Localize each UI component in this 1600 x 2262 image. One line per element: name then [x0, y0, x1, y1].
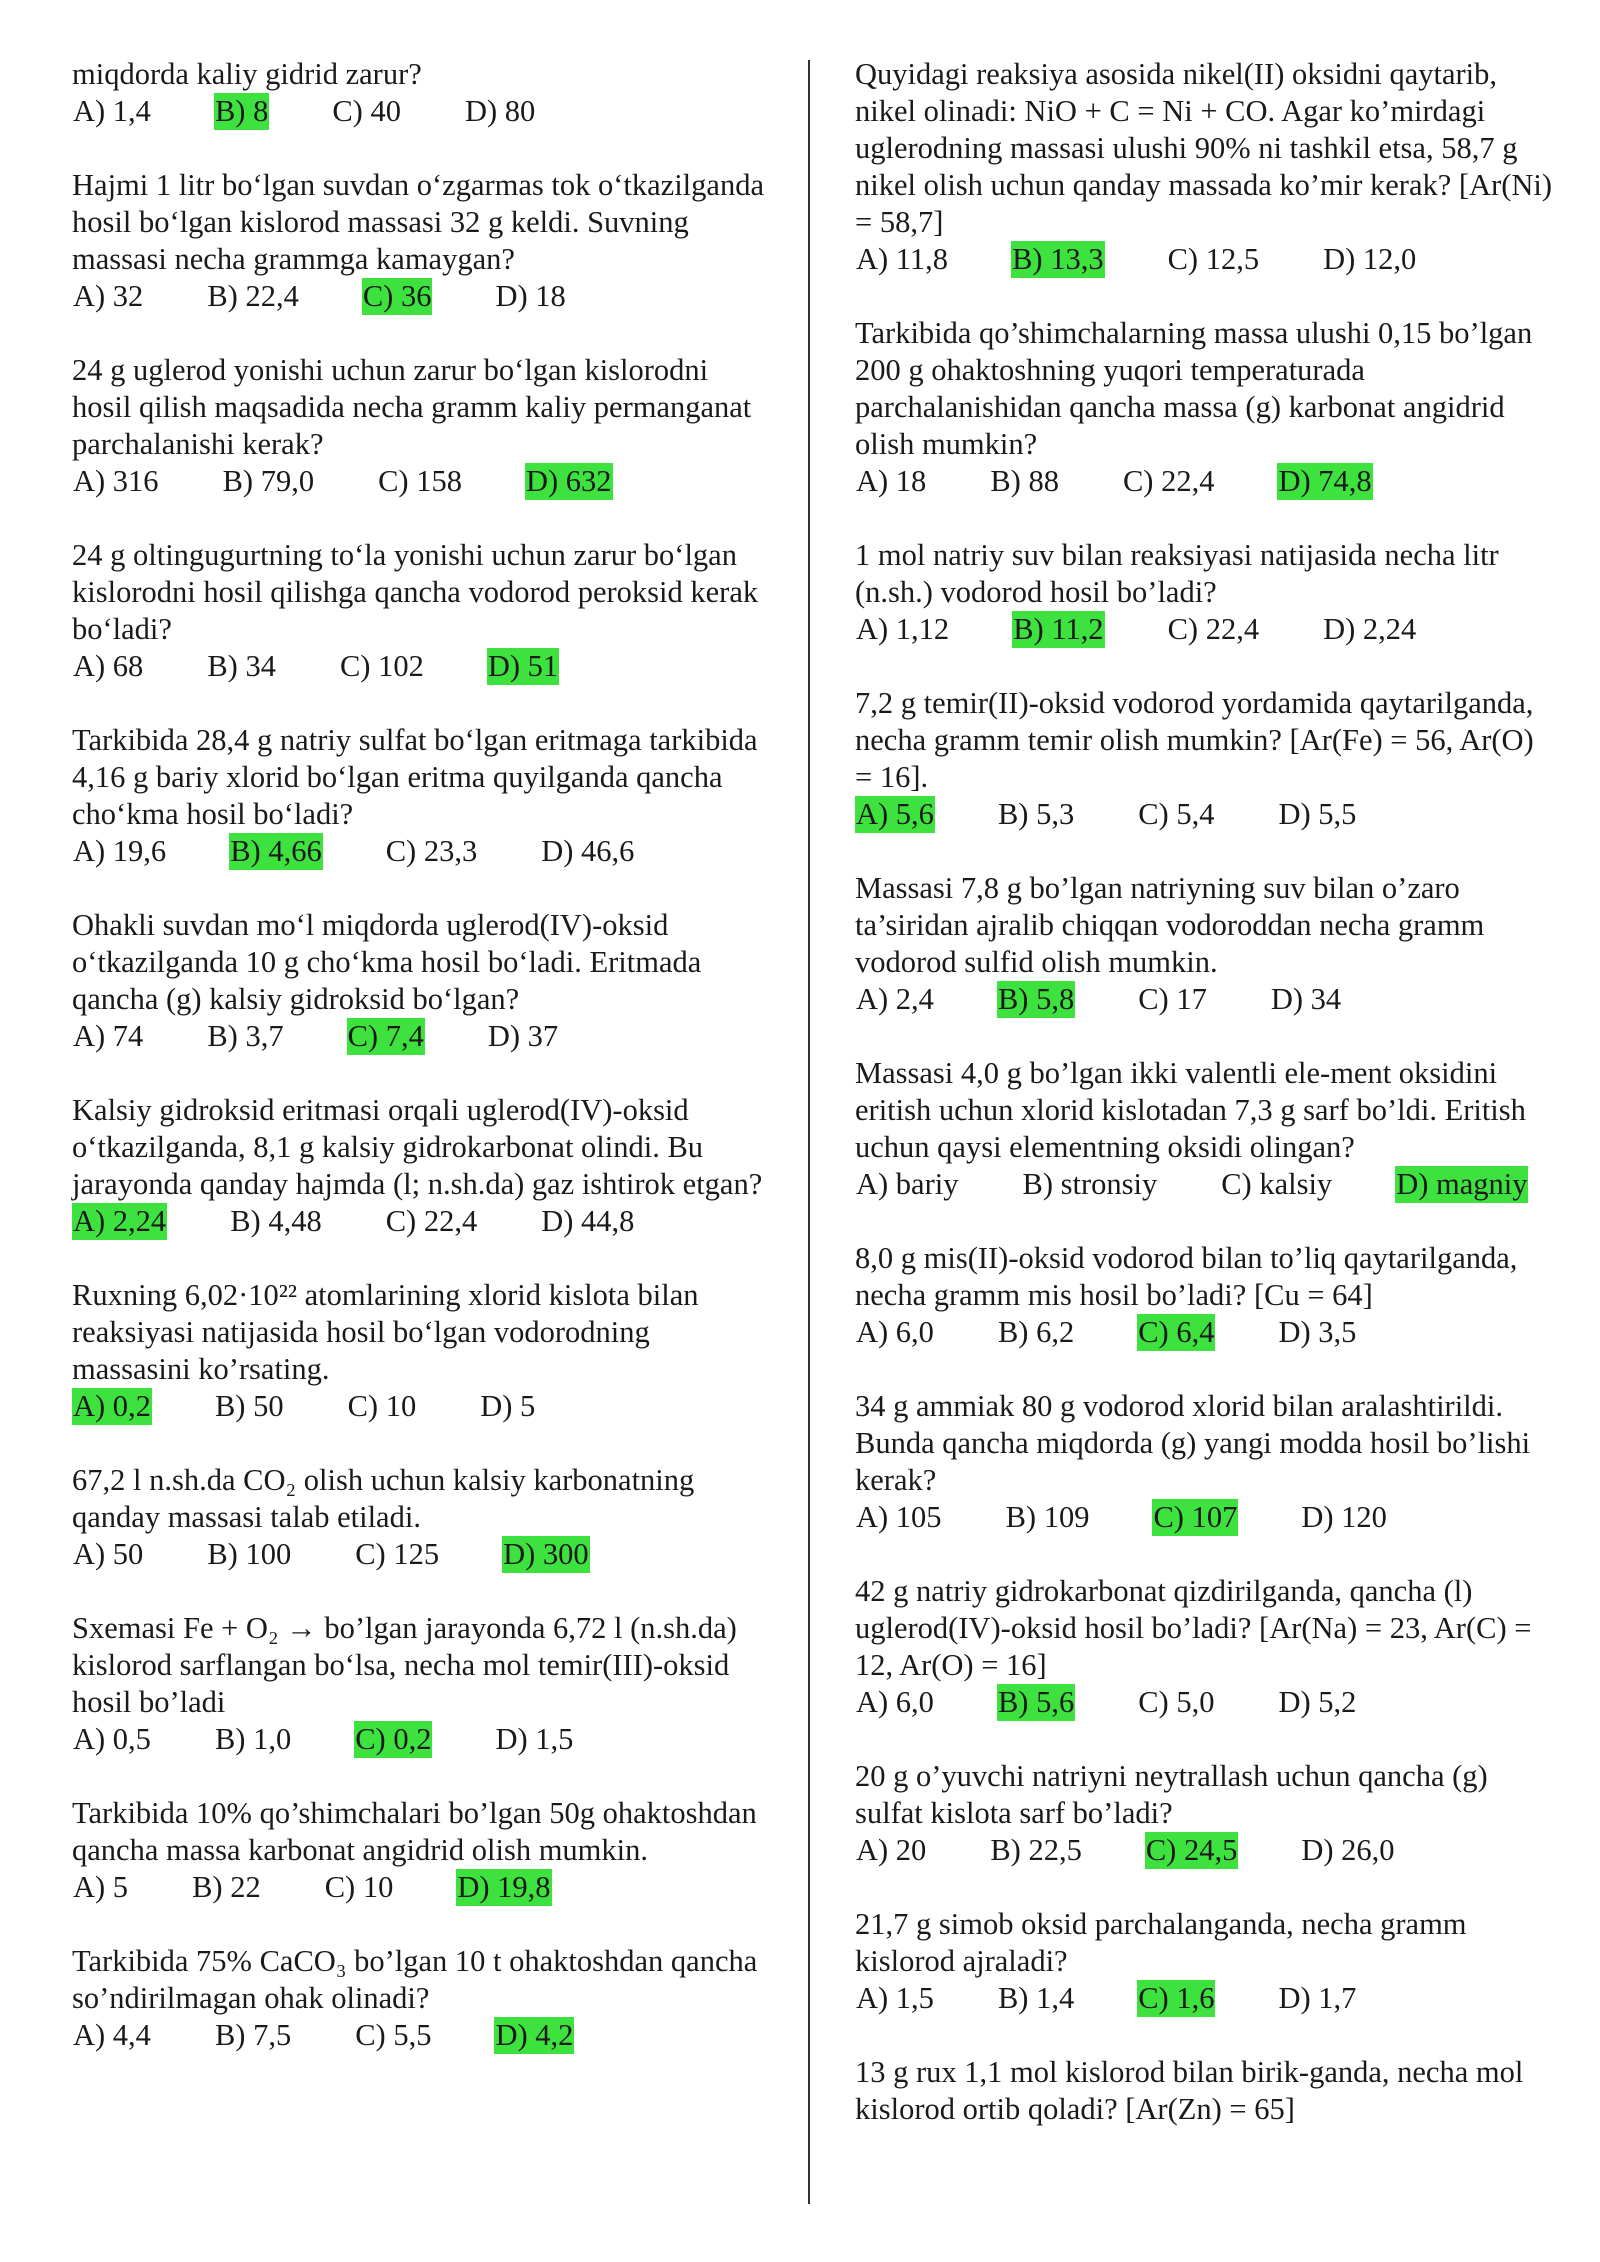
question-block: [72, 907, 772, 1055]
answer-options: [855, 1314, 1555, 1351]
correct-answer-option: D) 51: [487, 649, 559, 683]
answer-option: D) 5,5: [1278, 797, 1357, 831]
question-block: [855, 685, 1555, 833]
answer-option: B) 88: [990, 464, 1059, 498]
answer-option: C) 40: [332, 94, 401, 128]
correct-answer-option: D) 4,2: [495, 2018, 574, 2052]
answer-option: D) 34: [1270, 982, 1342, 1016]
answer-option: D) 3,5: [1278, 1315, 1357, 1349]
answer-option: A) 68: [73, 649, 144, 683]
answer-option: A) 6,0: [856, 1315, 934, 1349]
answer-options: [855, 981, 1555, 1018]
question-block: [855, 537, 1555, 648]
question-block: [855, 2054, 1555, 2128]
answer-options: [72, 278, 772, 315]
question-block: [72, 1462, 772, 1573]
question-block: [72, 352, 772, 500]
question-block: [855, 1055, 1555, 1203]
answer-option: D) 5: [480, 1389, 536, 1423]
answer-option: C) 5,5: [355, 2018, 432, 2052]
question-block: [72, 722, 772, 870]
answer-option: C) 5,4: [1138, 797, 1215, 831]
answer-option: A) 6,0: [856, 1685, 934, 1719]
answer-option: B) 1,0: [214, 1722, 292, 1756]
question-block: [855, 1758, 1555, 1869]
question-block: [72, 1277, 772, 1425]
answer-options: [72, 648, 772, 685]
question-text: Tarkibida 28,4 g natriy sulfat bo‘lgan eritmaga tarkibida 4,16 g bariy xlorid bo‘lgan eritma quyilganda qancha cho‘kma hosil bo‘ladi?: [72, 723, 758, 831]
answer-option: B) 100: [207, 1537, 292, 1571]
answer-option: D) 1,7: [1278, 1981, 1357, 2015]
answer-option: B) 3,7: [207, 1019, 284, 1053]
question-text: Ruxning 6,02·10²² atomlarining xlorid kislota bilan reaksiyasi natijasida hosil bo‘lgan vodorodning massasini ko’rsating.: [72, 1278, 699, 1386]
answer-option: C) 102: [339, 649, 424, 683]
answer-option: D) 44,8: [541, 1204, 635, 1238]
answer-option: B) 1,4: [997, 1981, 1075, 2015]
answer-option: C) 10: [324, 1870, 394, 1904]
question-text: Tarkibida qo’shimchalarning massa ulushi 0,15 bo’lgan 200 g ohaktoshning yuqori temperaturada parchalanishidan qancha massa (g) karbonat angidrid olish mumkin?: [855, 316, 1533, 461]
answer-option: A) 50: [73, 1537, 144, 1571]
answer-option: D) 1,5: [495, 1722, 574, 1756]
question-text: 13 g rux 1,1 mol kislorod bilan birik-ganda, necha mol kislorod ortib qoladi? [Ar(Zn) = 65]: [855, 2055, 1524, 2126]
correct-answer-option: C) 107: [1153, 1500, 1238, 1534]
answer-option: A) 5: [73, 1870, 129, 1904]
answer-option: B) stronsiy: [1022, 1167, 1158, 1201]
question-block: [855, 56, 1555, 278]
answer-option: C) 125: [355, 1537, 440, 1571]
question-block: [855, 1906, 1555, 2017]
answer-options: [855, 463, 1555, 500]
question-text: miqdorda kaliy gidrid zarur?: [72, 57, 422, 91]
question-text: 42 g natriy gidrokarbonat qizdirilganda, qancha (l) uglerod(IV)-oksid hosil bo’ladi? [Ar(Na) = 23, Ar(C) = 12, Ar(O) = 16]: [855, 1574, 1532, 1682]
answer-options: [72, 1018, 772, 1055]
answer-option: A) 32: [73, 279, 144, 313]
answer-options: [72, 1869, 772, 1906]
correct-answer-option: C) 36: [362, 279, 432, 313]
answer-options: [72, 1203, 772, 1240]
question-text: Sxemasi Fe + O₂ → bo’lgan jarayonda 6,72 l (n.sh.da) kislorod sarflangan bo‘lsa, necha mol temir(III)-oksid hosil bo’ladi: [72, 1611, 737, 1719]
correct-answer-option: D) 74,8: [1278, 464, 1372, 498]
answer-options: [855, 1684, 1555, 1721]
question-block: [72, 1795, 772, 1906]
answer-option: B) 22: [192, 1870, 261, 1904]
answer-option: B) 50: [214, 1389, 284, 1423]
correct-answer-option: C) 7,4: [347, 1019, 424, 1053]
question-block: [855, 315, 1555, 500]
answer-option: A) 1,5: [856, 1981, 934, 2015]
answer-option: C) kalsiy: [1221, 1167, 1333, 1201]
correct-answer-option: B) 13,3: [1012, 242, 1104, 276]
answer-option: B) 5,3: [997, 797, 1075, 831]
answer-option: A) 0,5: [73, 1722, 151, 1756]
correct-answer-option: D) magniy: [1396, 1167, 1528, 1201]
answer-option: A) 74: [73, 1019, 144, 1053]
question-text: Massasi 7,8 g bo’lgan natriyning suv bilan o’zaro ta’siridan ajralib chiqqan vodoroddan necha gramm vodorod sulfid olish mumkin.: [855, 871, 1485, 979]
correct-answer-option: C) 24,5: [1145, 1833, 1238, 1867]
question-block: [855, 1573, 1555, 1721]
question-block: [72, 167, 772, 315]
question-block: [72, 1943, 772, 2054]
question-block: [72, 1610, 772, 1758]
answer-option: C) 5,0: [1138, 1685, 1215, 1719]
answer-option: A) 1,12: [856, 612, 950, 646]
answer-option: D) 12,0: [1323, 242, 1417, 276]
answer-option: A) 105: [856, 1500, 942, 1534]
answer-option: C) 17: [1138, 982, 1207, 1016]
answer-option: A) bariy: [856, 1167, 959, 1201]
correct-answer-option: B) 4,66: [230, 834, 322, 868]
answer-option: B) 22,5: [990, 1833, 1082, 1867]
answer-options: [855, 1980, 1555, 2017]
answer-option: C) 22,4: [1167, 612, 1260, 646]
answer-option: C) 23,3: [385, 834, 478, 868]
question-text: Kalsiy gidroksid eritmasi orqali uglerod(IV)-oksid o‘tkazilganda, 8,1 g kalsiy gidrokarbonat olindi. Bu jarayonda qanday hajmda (l; n.sh.da) gaz ishtirok etgan?: [72, 1093, 763, 1201]
question-text: 7,2 g temir(II)-oksid vodorod yordamida qaytarilganda, necha gramm temir olish mumkin? [Ar(Fe) = 56, Ar(O) = 16].: [855, 686, 1534, 794]
correct-answer-option: D) 300: [503, 1537, 589, 1571]
answer-option: A) 19,6: [73, 834, 167, 868]
correct-answer-option: B) 8: [214, 94, 269, 128]
answer-option: A) 18: [856, 464, 927, 498]
answer-option: B) 6,2: [997, 1315, 1075, 1349]
correct-answer-option: B) 5,6: [997, 1685, 1075, 1719]
answer-options: [72, 1536, 772, 1573]
question-text: 24 g oltingugurtning to‘la yonishi uchun zarur bo‘lgan kislorodni hosil qilishga qancha vodorod peroksid kerak bo‘ladi?: [72, 538, 759, 646]
question-text: 20 g o’yuvchi natriyni neytrallash uchun qancha (g) sulfat kislota sarf bo’ladi?: [855, 1759, 1488, 1830]
question-block: [855, 1388, 1555, 1536]
question-block: [855, 1240, 1555, 1351]
question-block: [72, 537, 772, 685]
answer-option: C) 22,4: [385, 1204, 478, 1238]
answer-option: B) 109: [1005, 1500, 1090, 1534]
answer-option: B) 34: [207, 649, 276, 683]
question-text: 1 mol natriy suv bilan reaksiyasi natijasida necha litr (n.sh.) vodorod hosil bo’ladi?: [855, 538, 1499, 609]
question-text: 24 g uglerod yonishi uchun zarur bo‘lgan kislorodni hosil qilish maqsadida necha gramm kaliy permanganat parchalanishi kerak?: [72, 353, 752, 461]
question-text: Massasi 4,0 g bo’lgan ikki valentli ele-ment oksidini eritish uchun xlorid kislotadan 7,3 g sarf bo’ldi. Eritish uchun qaysi elementning oksidi olingan?: [855, 1056, 1526, 1164]
answer-option: A) 20: [856, 1833, 927, 1867]
answer-option: B) 22,4: [207, 279, 299, 313]
answer-options: [72, 1721, 772, 1758]
answer-option: D) 46,6: [541, 834, 635, 868]
question-text: 34 g ammiak 80 g vodorod xlorid bilan aralashtirildi. Bunda qancha miqdorda (g) yangi modda hosil bo’lishi kerak?: [855, 1389, 1531, 1497]
answer-option: D) 5,2: [1278, 1685, 1357, 1719]
answer-option: A) 11,8: [856, 242, 949, 276]
answer-option: D) 120: [1301, 1500, 1387, 1534]
question-block: [72, 56, 772, 130]
answer-option: D) 18: [495, 279, 566, 313]
question-text: 8,0 g mis(II)-oksid vodorod bilan to’liq qaytarilganda, necha gramm mis hosil bo’ladi? [Cu = 64]: [855, 1241, 1518, 1312]
correct-answer-option: D) 19,8: [457, 1870, 551, 1904]
correct-answer-option: A) 0,2: [73, 1389, 151, 1423]
question-text: 67,2 l n.sh.da CO₂ olish uchun kalsiy karbonatning qanday massasi talab etiladi.: [72, 1463, 695, 1534]
correct-answer-option: D) 632: [525, 464, 612, 498]
answer-option: B) 79,0: [222, 464, 315, 498]
answer-options: [72, 93, 772, 130]
correct-answer-option: C) 1,6: [1138, 1981, 1215, 2015]
answer-options: [855, 611, 1555, 648]
left-column: [72, 56, 772, 2091]
answer-option: D) 2,24: [1323, 612, 1417, 646]
question-text: Ohakli suvdan mo‘l miqdorda uglerod(IV)-oksid o‘tkazilganda 10 g cho‘kma hosil bo‘ladi. Eritmada qancha (g) kalsiy gidroksid bo‘lgan?: [72, 908, 702, 1016]
right-column: [855, 56, 1555, 2165]
answer-options: [855, 1166, 1555, 1203]
answer-options: [72, 833, 772, 870]
answer-option: C) 158: [378, 464, 462, 498]
answer-option: C) 12,5: [1167, 242, 1260, 276]
answer-option: C) 10: [347, 1389, 417, 1423]
answer-option: B) 7,5: [214, 2018, 292, 2052]
question-block: [72, 1092, 772, 1240]
answer-options: [855, 1832, 1555, 1869]
answer-option: B) 4,48: [230, 1204, 322, 1238]
correct-answer-option: A) 5,6: [856, 797, 934, 831]
correct-answer-option: C) 6,4: [1138, 1315, 1215, 1349]
answer-option: D) 26,0: [1301, 1833, 1395, 1867]
answer-option: A) 1,4: [73, 94, 151, 128]
question-text: 21,7 g simob oksid parchalanganda, necha gramm kislorod ajraladi?: [855, 1907, 1467, 1978]
answer-options: [855, 796, 1555, 833]
answer-option: A) 2,4: [856, 982, 934, 1016]
answer-option: D) 80: [464, 94, 536, 128]
answer-options: [855, 241, 1555, 278]
correct-answer-option: B) 11,2: [1013, 612, 1104, 646]
answer-option: D) 37: [487, 1019, 559, 1053]
answer-option: A) 4,4: [73, 2018, 151, 2052]
question-text: Hajmi 1 litr bo‘lgan suvdan o‘zgarmas tok o‘tkazilganda hosil bo‘lgan kislorod massasi 32 g keldi. Suvning massasi necha grammga kamaygan?: [72, 168, 764, 276]
question-text: Quyidagi reaksiya asosida nikel(II) oksidni qaytarib, nikel olinadi: NiO + C = Ni + CO. Agar ko’mirdagi uglerodning massasi ulushi 90% ni tashkil etsa, 58,7 g nikel olish uchun qanday massada ko’mir kerak? [Ar(Ni) = 58,7]: [855, 57, 1553, 239]
answer-options: [72, 1388, 772, 1425]
answer-options: [72, 2017, 772, 2054]
column-divider: [808, 60, 810, 2204]
answer-options: [855, 1499, 1555, 1536]
answer-option: C) 22,4: [1122, 464, 1215, 498]
answer-option: A) 316: [73, 464, 159, 498]
question-text: Tarkibida 75% CaCO₃ bo’lgan 10 t ohaktoshdan qancha so’ndirilmagan ohak olinadi?: [72, 1944, 758, 2015]
answer-options: [72, 463, 772, 500]
correct-answer-option: A) 2,24: [73, 1204, 167, 1238]
question-block: [855, 870, 1555, 1018]
correct-answer-option: B) 5,8: [997, 982, 1075, 1016]
correct-answer-option: C) 0,2: [355, 1722, 432, 1756]
question-text: Tarkibida 10% qo’shimchalari bo’lgan 50g ohaktoshdan qancha massa karbonat angidrid olish mumkin.: [72, 1796, 757, 1867]
